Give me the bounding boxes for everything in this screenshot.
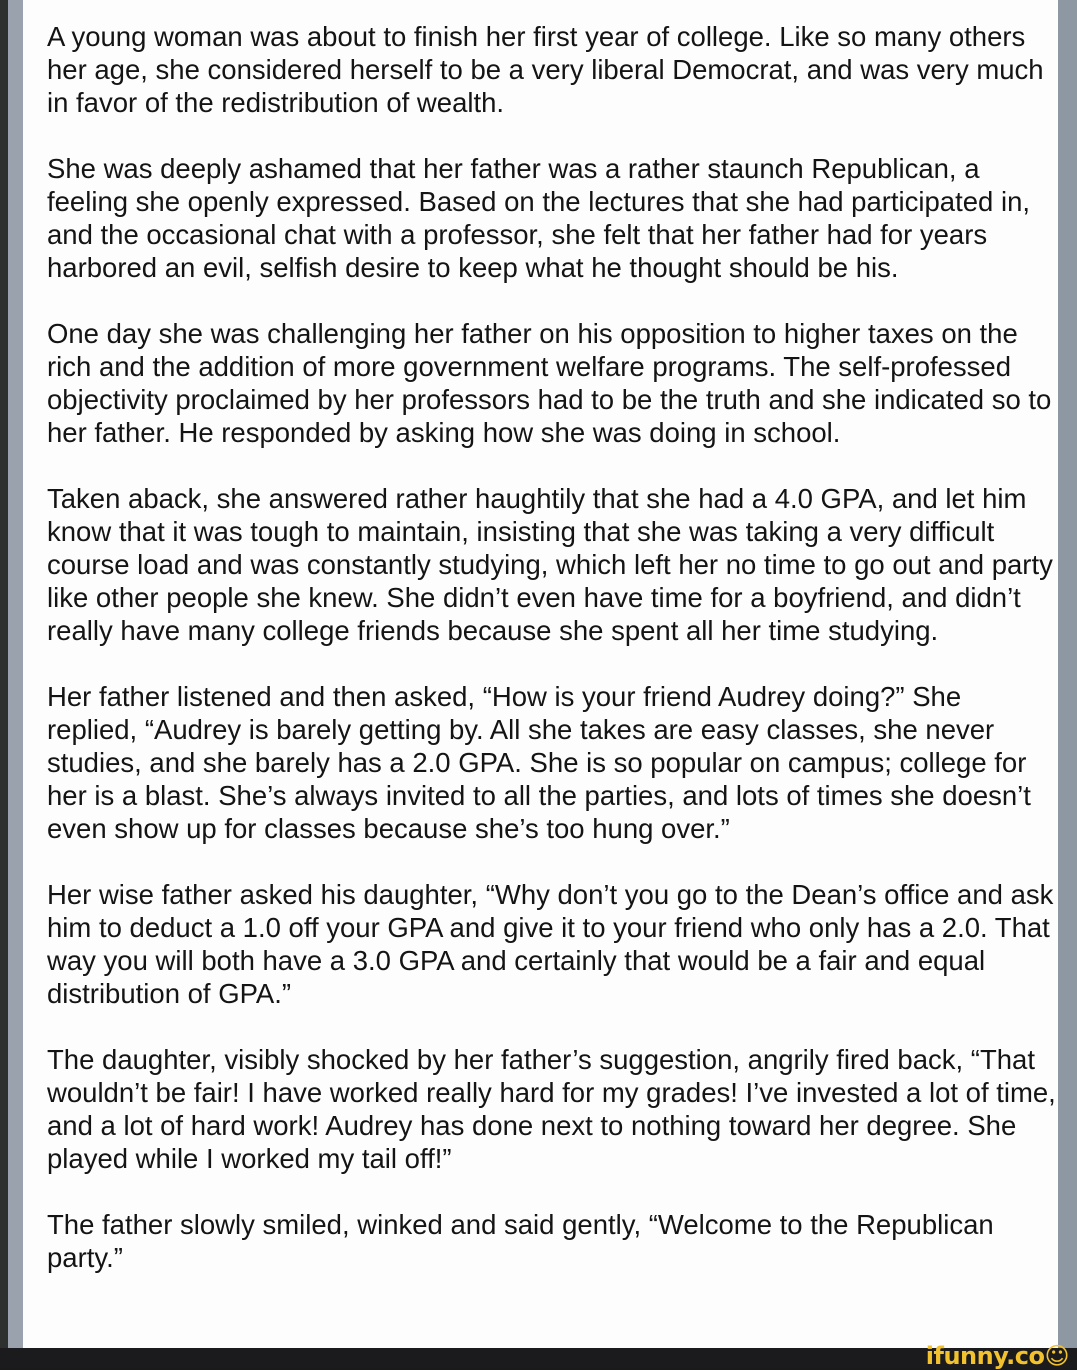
paragraph-4: Taken aback, she answered rather haughtily that she had a 4.0 GPA, and let him know that it was tough to maintain, insisting that she was taking a very difficult course load and was constantly studying, which left her no time to go out and party like other people she knew. She didn’t even have time for a boyfriend, and didn’t really have many college friends because she spent all her time studying. bbox=[47, 483, 1053, 646]
left-frame-border bbox=[8, 0, 23, 1348]
paragraph-8: The father slowly smiled, winked and said gently, “Welcome to the Republican party.” bbox=[47, 1209, 994, 1273]
paragraph-6: Her wise father asked his daughter, “Why don’t you go to the Dean’s office and ask him to deduct a 1.0 off your GPA and give it to your friend who only has a 2.0. That way you will both have a 3.0 GPA and certainly that would be a fair and equal distribution of GPA.” bbox=[47, 879, 1054, 1009]
paragraph-5: Her father listened and then asked, “How is your friend Audrey doing?” She replied, “Audrey is barely getting by. All she takes are easy classes, she never studies, and she barely has a 2.0 GPA. She is so popular on campus; college for her is a blast. She’s always invited to all the parties, and lots of times she doesn’t even show up for classes because she’s too hung over.” bbox=[47, 681, 1031, 844]
paragraph-7: The daughter, visibly shocked by her father’s suggestion, angrily fired back, “That wouldn’t be fair! I have worked really hard for my grades! I’ve invested a lot of time, and a lot of hard work! Audrey has done next to nothing toward her degree. She played while I worked my tail off!” bbox=[47, 1044, 1056, 1174]
document-body bbox=[47, 20, 1057, 1307]
left-frame-edge bbox=[0, 0, 8, 1348]
document-page bbox=[23, 0, 1058, 1348]
footer-bar bbox=[0, 1342, 1077, 1370]
paragraph-3: One day she was challenging her father on his opposition to higher taxes on the rich and the addition of more government welfare programs. The self-professed objectivity proclaimed by her professors had to be the truth and she indicated so to her father. He responded by asking how she was doing in school. bbox=[47, 318, 1052, 448]
paragraph-2: She was deeply ashamed that her father was a rather staunch Republican, a feeling she openly expressed. Based on the lectures that she had participated in, and the occasional chat with a professor, she felt that her father had for years harbored an evil, selfish desire to keep what he thought should be his. bbox=[47, 153, 1031, 283]
right-frame-border bbox=[1058, 0, 1077, 1348]
paragraph-1: A young woman was about to finish her first year of college. Like so many others her age, she considered herself to be a very liberal Democrat, and was very much in favor of the redistribution of wealth. bbox=[47, 21, 1044, 118]
ifunny-watermark: ifunny.co☺ bbox=[925, 1342, 1069, 1370]
